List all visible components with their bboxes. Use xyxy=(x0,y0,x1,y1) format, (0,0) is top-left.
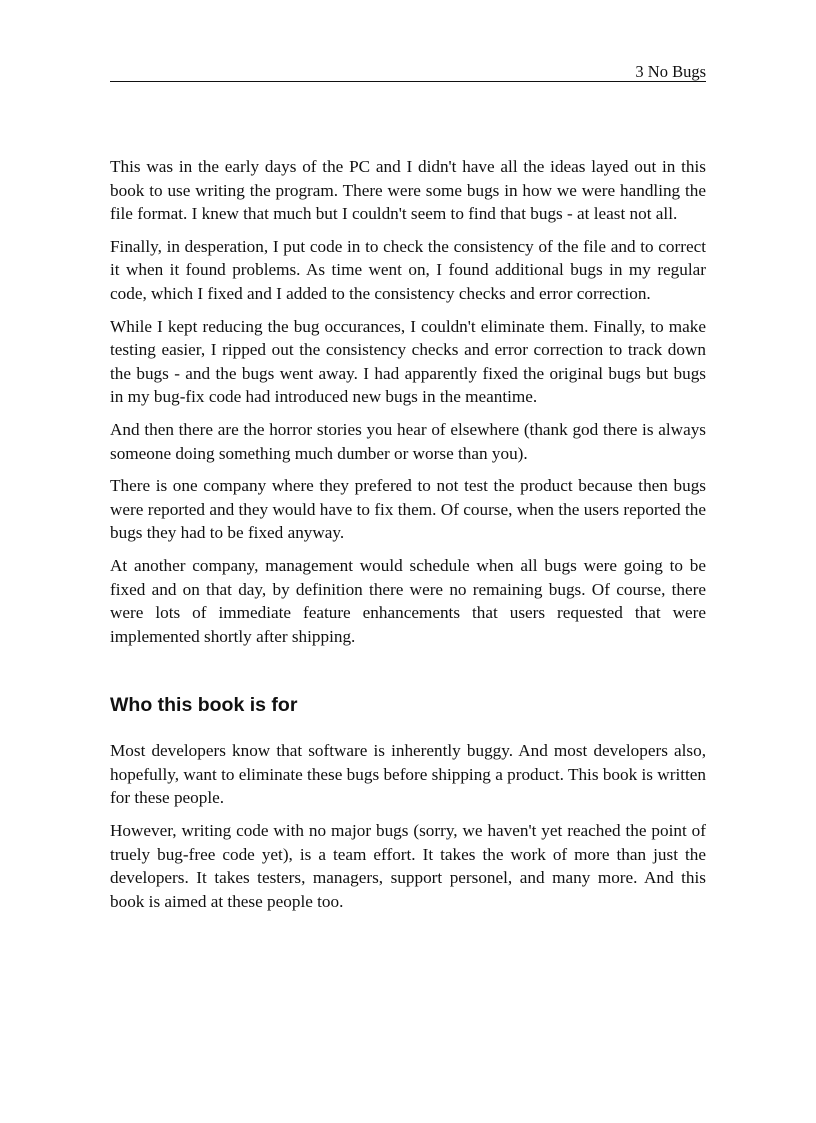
header-rule xyxy=(110,81,706,82)
section-heading: Who this book is for xyxy=(110,694,298,717)
paragraph: Finally, in desperation, I put code in to check the consistency of the file and to correct it when it found problems. As time went on, I found additional bugs in my regular code, which I fixed and I added to the consistency checks and error correction. xyxy=(110,236,706,303)
page-body xyxy=(110,155,706,922)
paragraph: Most developers know that software is inherently buggy. And most developers also, hopefully, want to eliminate these bugs before shipping a product. This book is written for these people. xyxy=(110,741,706,808)
paragraph: However, writing code with no major bugs (sorry, we haven't yet reached the point of truely bug-free code yet), is a team effort. It takes the work of more than just the developers. It takes testers, managers, support personel, and many more. And this book is aimed at these people too. xyxy=(110,821,706,911)
paragraph: At another company, management would schedule when all bugs were going to be fixed and on that day, by definition there were no remaining bugs. Of course, there were lots of immediate feature enhancements that users requested that were implemented shortly after shipping. xyxy=(110,555,706,646)
paragraph: And then there are the horror stories you hear of elsewhere (thank god there is always someone doing something much dumber or worse than you). xyxy=(110,419,706,463)
paragraph: While I kept reducing the bug occurances, I couldn't eliminate them. Finally, to make testing easier, I ripped out the consistency checks and error correction to track down the bugs - and the bugs went away. I had apparently fixed the original bugs but bugs in my bug-fix code had introduced new bugs in the meantime. xyxy=(110,316,706,407)
paragraph: This was in the early days of the PC and I didn't have all the ideas layed out in this book to use writing the program. There were some bugs in how we were handling the file format. I knew that much but I couldn't seem to find that bugs - at least not all. xyxy=(110,157,706,224)
running-header: 3 No Bugs xyxy=(635,62,706,81)
paragraph: There is one company where they prefered to not test the product because then bugs were reported and they would have to fix them. Of course, when the users reported the bugs they had to be fixed anyway. xyxy=(110,476,706,543)
section-body xyxy=(110,739,706,913)
